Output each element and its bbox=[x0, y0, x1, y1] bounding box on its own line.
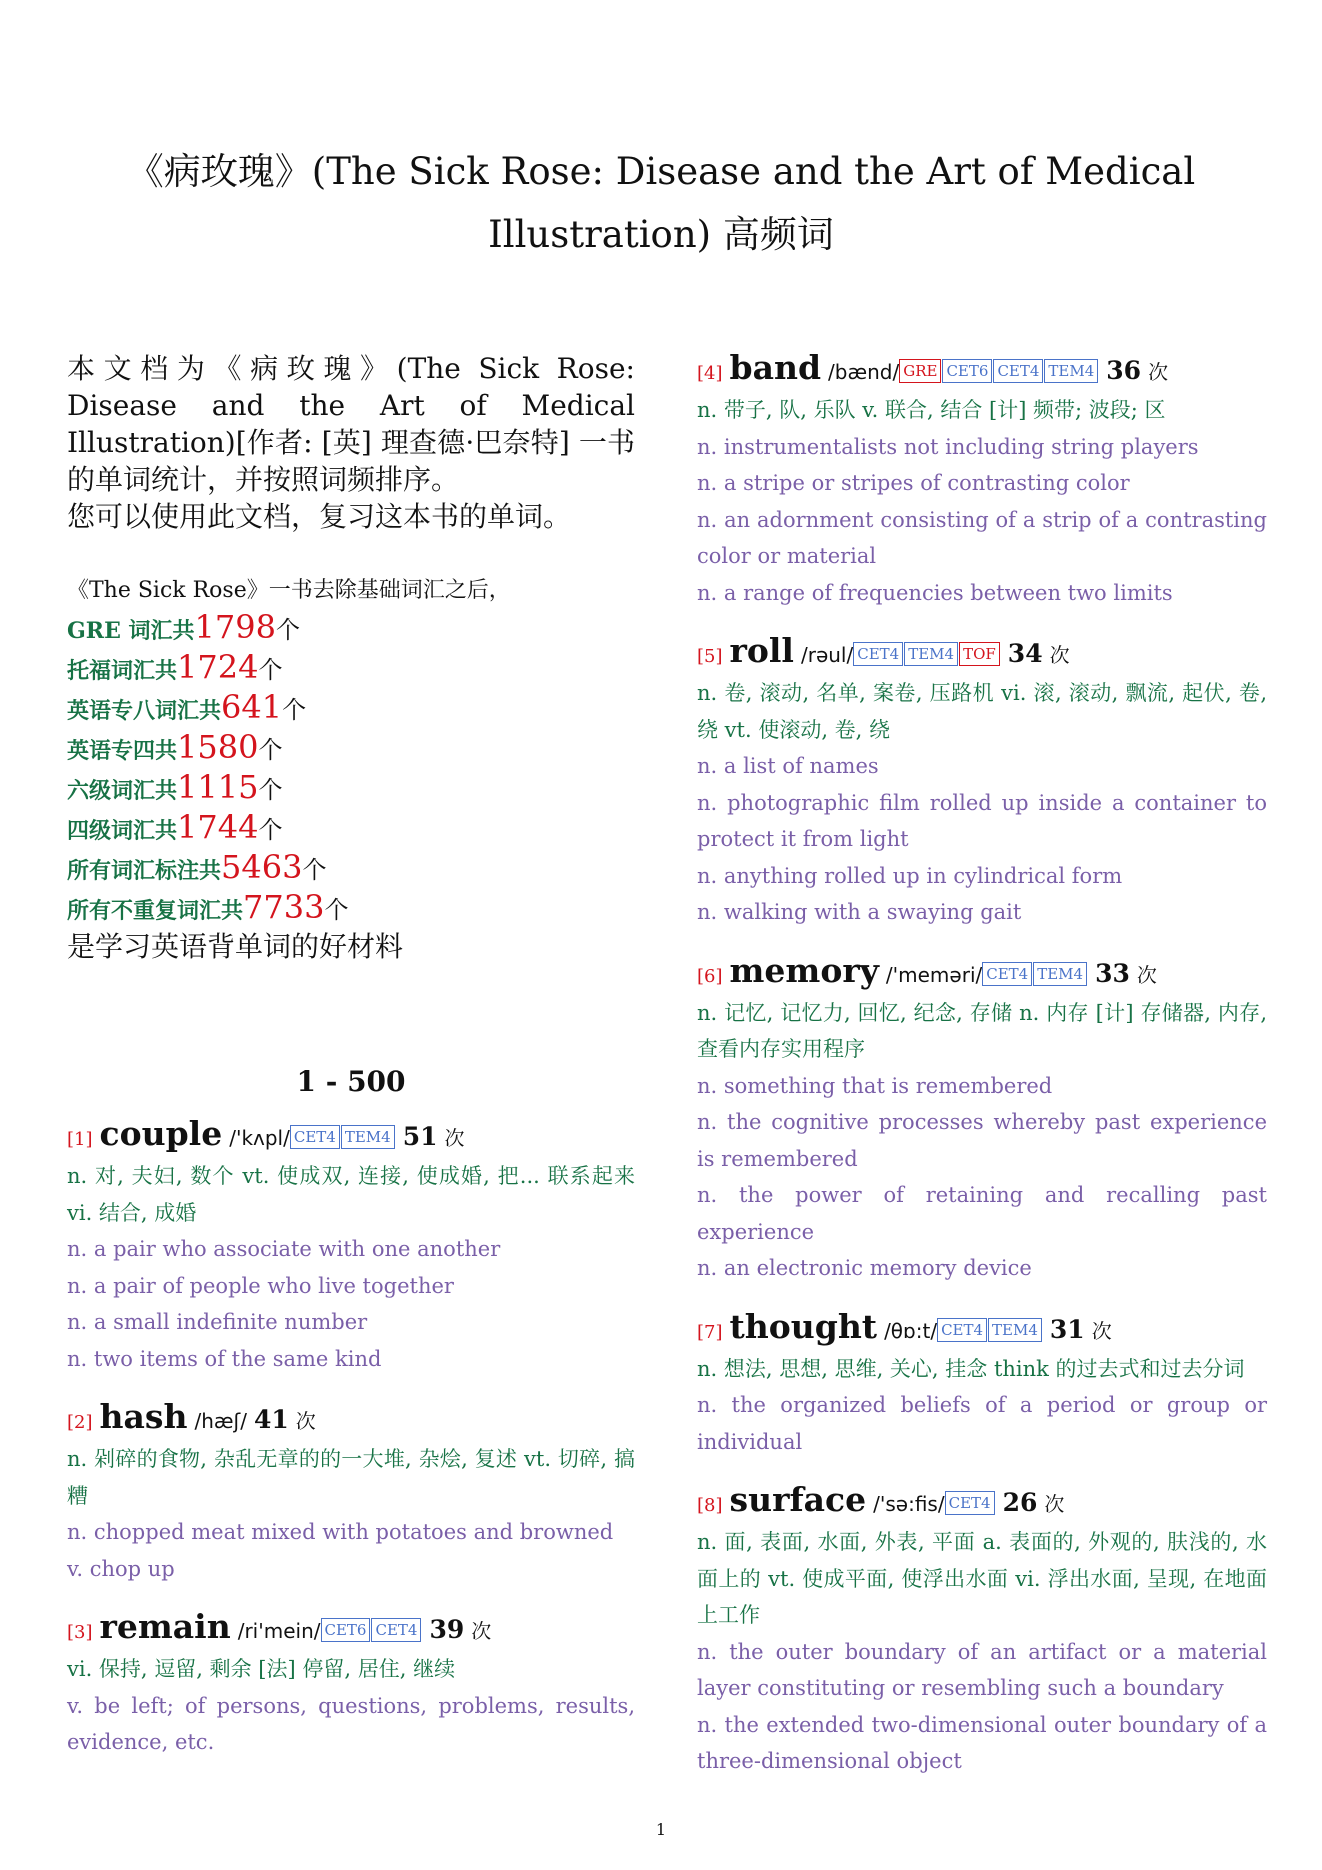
stats-footer: 是学习英语背单词的好材料 bbox=[67, 930, 404, 963]
exam-tag: CET6 bbox=[321, 1618, 371, 1642]
entry-index: [7] bbox=[697, 1321, 723, 1343]
stat-label: 所有词汇标注共 bbox=[67, 858, 222, 884]
stat-row bbox=[67, 889, 635, 929]
exam-tag: TEM4 bbox=[341, 1125, 395, 1149]
entry-count: 34 bbox=[1007, 639, 1043, 668]
entry-word: memory bbox=[729, 950, 879, 990]
stat-unit: 个 bbox=[258, 816, 283, 844]
entry-count-unit: 次 bbox=[1136, 962, 1157, 987]
entries-left bbox=[67, 1116, 635, 1761]
entry-word: hash bbox=[99, 1397, 188, 1436]
english-definition: n. a small indefinite number bbox=[67, 1310, 368, 1334]
entry-head bbox=[697, 350, 1267, 392]
entry-count: 36 bbox=[1106, 356, 1142, 385]
stat-label: 英语专四共 bbox=[67, 738, 178, 764]
entry-count: 41 bbox=[253, 1405, 289, 1434]
english-definition: n. photographic film rolled up inside a container to protect it from light bbox=[697, 790, 1267, 851]
entry-count-unit: 次 bbox=[1091, 1318, 1112, 1343]
stat-value: 641 bbox=[221, 688, 283, 726]
exam-tag: CET4 bbox=[937, 1318, 987, 1342]
chinese-definition: n. 对, 夫妇, 数个 vt. 使成双, 连接, 使成婚, 把... 联系起来 vi. 结合, 成婚 bbox=[67, 1164, 635, 1225]
word-entry bbox=[67, 1609, 635, 1761]
stat-label: 英语专八词汇共 bbox=[67, 698, 222, 724]
exam-tag: CET4 bbox=[290, 1125, 340, 1149]
english-definition: v. be left; of persons, questions, problems, results, evidence, etc. bbox=[67, 1693, 635, 1754]
entry-head bbox=[697, 950, 1267, 995]
entry-phonetic: /θɒ:t/ bbox=[884, 1318, 938, 1343]
exam-tag: TEM4 bbox=[1033, 962, 1087, 986]
stat-row bbox=[67, 609, 635, 649]
entry-word: surface bbox=[729, 1480, 867, 1519]
entry-count: 39 bbox=[429, 1615, 465, 1644]
english-definition: n. an adornment consisting of a strip of a contrasting color or material bbox=[697, 507, 1267, 568]
english-definition: n. anything rolled up in cylindrical form bbox=[697, 863, 1123, 888]
stat-unit: 个 bbox=[258, 776, 283, 804]
entry-count-unit: 次 bbox=[471, 1619, 492, 1643]
entry-word: remain bbox=[99, 1607, 231, 1646]
entry-index: [8] bbox=[697, 1495, 723, 1516]
entry-count-unit: 次 bbox=[1148, 360, 1169, 384]
word-entry bbox=[697, 1482, 1267, 1780]
entry-count-unit: 次 bbox=[1044, 1492, 1065, 1516]
entry-head bbox=[697, 1306, 1267, 1351]
entry-word: thought bbox=[729, 1306, 878, 1346]
exam-tag: CET4 bbox=[982, 962, 1032, 986]
document-title bbox=[100, 140, 1222, 266]
stat-row bbox=[67, 649, 635, 689]
stat-unit: 个 bbox=[258, 736, 283, 764]
word-entry bbox=[67, 1399, 635, 1587]
entry-phonetic: /hæʃ/ bbox=[194, 1409, 247, 1433]
word-entry bbox=[697, 633, 1267, 931]
english-definition: n. the cognitive processes whereby past experience is remembered bbox=[697, 1110, 1267, 1171]
entry-phonetic: /'meməri/ bbox=[885, 962, 983, 987]
left-column bbox=[67, 350, 635, 1783]
stat-label: GRE 词汇共 bbox=[67, 618, 195, 644]
chinese-definition: n. 剁碎的食物, 杂乱无章的的一大堆, 杂烩, 复述 vt. 切碎, 搞糟 bbox=[67, 1447, 635, 1508]
intro-paragraph-2: 您可以使用此文档，复习这本书的单词。 bbox=[67, 500, 572, 533]
word-entry bbox=[697, 950, 1267, 1287]
entry-count-unit: 次 bbox=[295, 1409, 316, 1433]
exam-tag: CET6 bbox=[942, 359, 992, 383]
stat-row bbox=[67, 769, 635, 809]
entry-index: [4] bbox=[697, 363, 723, 384]
english-definition: v. chop up bbox=[67, 1556, 175, 1581]
chinese-definition: vi. 保持, 逗留, 剩余 [法] 停留, 居住, 继续 bbox=[67, 1657, 456, 1681]
entry-count: 51 bbox=[402, 1122, 438, 1151]
chinese-definition: n. 卷, 滚动, 名单, 案卷, 压路机 vi. 滚, 滚动, 飘流, 起伏, 卷, 绕 vt. 使滚动, 卷, 绕 bbox=[697, 681, 1267, 742]
stat-label: 六级词汇共 bbox=[67, 778, 178, 804]
intro-block bbox=[67, 350, 635, 535]
vocab-stats bbox=[67, 573, 635, 965]
stat-value: 1115 bbox=[177, 768, 259, 806]
entry-index: [6] bbox=[697, 965, 723, 987]
chinese-definition: n. 面, 表面, 水面, 外表, 平面 a. 表面的, 外观的, 肤浅的, 水面上的 vt. 使成平面, 使浮出水面 vi. 浮出水面, 呈现, 在地面上工作 bbox=[697, 1530, 1267, 1627]
entry-count-unit: 次 bbox=[1049, 643, 1070, 667]
english-definition: n. two items of the same kind bbox=[67, 1346, 382, 1371]
stat-label: 托福词汇共 bbox=[67, 658, 178, 684]
stat-value: 5463 bbox=[221, 848, 303, 886]
entry-count: 26 bbox=[1002, 1488, 1038, 1517]
entry-head bbox=[67, 1609, 635, 1651]
range-heading: 1 - 500 bbox=[296, 1065, 406, 1098]
chinese-definition: n. 带子, 队, 乐队 v. 联合, 结合 [计] 频带; 波段; 区 bbox=[697, 398, 1166, 422]
stat-row bbox=[67, 849, 635, 889]
stat-value: 7733 bbox=[243, 888, 325, 926]
entry-index: [5] bbox=[697, 646, 723, 667]
right-column bbox=[697, 350, 1267, 1802]
intro-paragraph: 本文档为《病玫瑰》(The Sick Rose: Disease and the Art of Medical Illustration)[作者: [英] 理查德·巴奈特] 一书的单词统计，并按照词频排序。 bbox=[67, 352, 635, 496]
entry-head bbox=[697, 633, 1267, 675]
chinese-definition: n. 想法, 思想, 思维, 关心, 挂念 think 的过去式和过去分词 bbox=[697, 1356, 1245, 1381]
english-definition: n. instrumentalists not including string players bbox=[697, 434, 1199, 459]
stat-value: 1580 bbox=[177, 728, 259, 766]
page-number: 1 bbox=[655, 1820, 667, 1839]
title-line-2: Illustration) 高频词 bbox=[488, 213, 834, 256]
exam-tag: CET4 bbox=[371, 1618, 421, 1642]
exam-tag: TEM4 bbox=[1044, 359, 1098, 383]
stat-row bbox=[67, 689, 635, 729]
entry-count-unit: 次 bbox=[444, 1126, 465, 1150]
exam-tag: TOF bbox=[959, 642, 1000, 666]
english-definition: n. a pair of people who live together bbox=[67, 1273, 454, 1298]
exam-tag: CET4 bbox=[853, 642, 903, 666]
english-definition: n. a range of frequencies between two limits bbox=[697, 580, 1173, 605]
stat-unit: 个 bbox=[302, 856, 327, 884]
entries-right bbox=[697, 350, 1267, 1780]
chinese-definition: n. 记忆, 记忆力, 回忆, 纪念, 存储 n. 内存 [计] 存储器, 内存, 查看内存实用程序 bbox=[697, 1000, 1267, 1061]
entry-phonetic: /rəul/ bbox=[800, 643, 854, 667]
entry-word: band bbox=[729, 348, 822, 387]
stat-value: 1744 bbox=[177, 808, 259, 846]
stat-value: 1798 bbox=[194, 608, 276, 646]
entry-head bbox=[697, 1482, 1267, 1524]
entry-word: roll bbox=[729, 631, 794, 670]
entry-phonetic: /'kʌpl/ bbox=[229, 1126, 290, 1150]
entry-phonetic: /'sə:fis/ bbox=[873, 1492, 945, 1516]
english-definition: n. a list of names bbox=[697, 754, 879, 778]
english-definition: n. walking with a swaying gait bbox=[697, 900, 1022, 924]
exam-tag: GRE bbox=[899, 359, 941, 383]
english-definition: n. an electronic memory device bbox=[697, 1256, 1032, 1280]
entry-index: [2] bbox=[67, 1412, 93, 1433]
entry-index: [1] bbox=[67, 1129, 93, 1150]
english-definition: n. the power of retaining and recalling past experience bbox=[697, 1183, 1267, 1244]
entry-count: 33 bbox=[1095, 958, 1130, 988]
english-definition: n. the extended two-dimensional outer boundary of a three-dimensional object bbox=[697, 1712, 1267, 1773]
stat-row bbox=[67, 729, 635, 769]
stat-unit: 个 bbox=[258, 656, 283, 684]
entry-phonetic: /ri'mein/ bbox=[237, 1619, 321, 1643]
english-definition: n. something that is remembered bbox=[697, 1073, 1053, 1098]
stat-unit: 个 bbox=[282, 696, 307, 724]
stats-lead: 《The Sick Rose》一书去除基础词汇之后， bbox=[67, 578, 511, 603]
entry-index: [3] bbox=[67, 1622, 93, 1643]
stat-unit: 个 bbox=[275, 616, 300, 644]
exam-tag: CET4 bbox=[993, 359, 1043, 383]
word-entry bbox=[697, 350, 1267, 611]
exam-tag: TEM4 bbox=[904, 642, 958, 666]
word-entry bbox=[697, 1306, 1267, 1461]
stat-row bbox=[67, 809, 635, 849]
entry-head bbox=[67, 1399, 635, 1441]
entry-count: 31 bbox=[1049, 1314, 1085, 1344]
entry-phonetic: /bænd/ bbox=[828, 360, 900, 384]
title-line-1: 《病玫瑰》(The Sick Rose: Disease and the Art of Medical bbox=[126, 150, 1196, 193]
english-definition: n. a pair who associate with one another bbox=[67, 1237, 501, 1261]
exam-tag: TEM4 bbox=[988, 1318, 1042, 1342]
stat-label: 所有不重复词汇共 bbox=[67, 898, 244, 924]
word-entry bbox=[67, 1116, 635, 1377]
entry-head bbox=[67, 1116, 635, 1158]
entry-word: couple bbox=[99, 1114, 223, 1153]
stat-value: 1724 bbox=[177, 648, 259, 686]
stat-unit: 个 bbox=[324, 896, 349, 924]
stat-label: 四级词汇共 bbox=[67, 818, 178, 844]
english-definition: n. the organized beliefs of a period or group or individual bbox=[697, 1393, 1267, 1454]
exam-tag: CET4 bbox=[945, 1491, 995, 1515]
english-definition: n. the outer boundary of an artifact or a material layer constituting or resembling such a boundary bbox=[697, 1639, 1267, 1700]
english-definition: n. chopped meat mixed with potatoes and browned bbox=[67, 1520, 614, 1544]
english-definition: n. a stripe or stripes of contrasting color bbox=[697, 471, 1130, 495]
stats-rows bbox=[67, 609, 635, 929]
